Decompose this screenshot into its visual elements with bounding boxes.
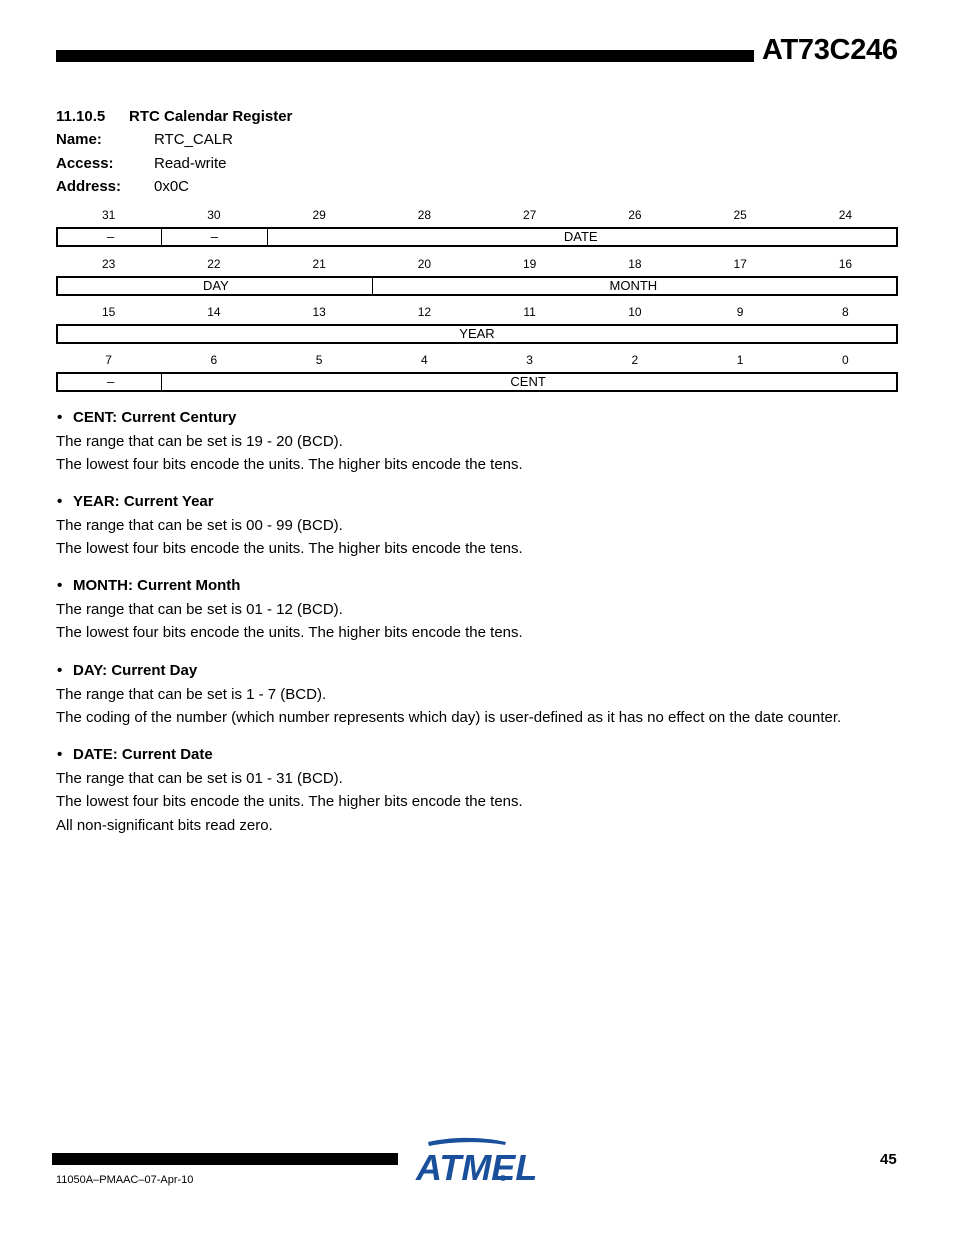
bit-number: 5 [315, 353, 323, 367]
logo-wordmark: ATMEL [416, 1147, 538, 1188]
bit-number: 3 [526, 353, 533, 367]
atmel-logo [414, 1138, 538, 1189]
bit-number: 29 [312, 208, 326, 222]
field-description-heading [57, 577, 240, 594]
bullet-icon: • [57, 409, 63, 426]
info-label: Address: [56, 178, 122, 195]
footer-rule [52, 1153, 398, 1165]
info-row-address [56, 178, 189, 195]
field-description-text: The lowest four bits encode the units. The higher bits encode the tens. [56, 540, 523, 557]
bit-number: 24 [838, 208, 853, 222]
bit-number: 7 [105, 353, 112, 367]
field-heading-text: YEAR: Current Year [73, 493, 214, 510]
field-description-text: The coding of the number (which number represents which day) is user-defined as it has no effect on the date counter. [56, 709, 842, 726]
register-field-row [56, 324, 898, 344]
bullet-icon: • [57, 577, 63, 594]
info-value: 0x0C [154, 178, 190, 195]
info-row-name [56, 131, 233, 148]
bit-number: 2 [631, 353, 639, 367]
section-title: RTC Calendar Register [129, 108, 293, 125]
register-field: – [161, 229, 266, 245]
bullet-icon: • [57, 746, 63, 763]
field-description-text: The range that can be set is 1 - 7 (BCD). [56, 685, 327, 703]
bit-number-row [56, 257, 898, 271]
bit-number: 27 [522, 208, 537, 222]
info-value: Read-write [154, 155, 227, 172]
register-field: YEAR [459, 326, 495, 341]
bit-number: 16 [838, 257, 853, 271]
bullet-icon: • [57, 493, 63, 510]
bit-number: 13 [312, 305, 326, 319]
field-description-text: The range that can be set is 19 - 20 (BCD). [56, 432, 343, 450]
bit-number: 11 [523, 305, 536, 319]
bit-number: 23 [101, 257, 116, 271]
bit-number: 26 [628, 208, 642, 222]
register-field-row [56, 227, 898, 247]
field-description-text: The range that can be set is 00 - 99 (BCD). [56, 516, 343, 534]
bit-number: 21 [312, 257, 326, 271]
register-field-row [56, 372, 898, 392]
bit-number: 30 [207, 208, 221, 222]
bit-number: 8 [842, 305, 849, 319]
register-field-row [56, 276, 898, 296]
bit-number: 0 [842, 353, 849, 367]
bit-number: 20 [417, 257, 432, 271]
field-description-text: The lowest four bits encode the units. The higher bits encode the tens. [56, 793, 523, 810]
field-description-text: The lowest four bits encode the units. The higher bits encode the tens. [56, 456, 523, 473]
bit-number: 4 [421, 353, 428, 367]
field-description-text: The range that can be set is 01 - 31 (BCD). [56, 769, 343, 787]
info-value: RTC_CALR [154, 131, 233, 148]
bit-number: 18 [628, 257, 642, 271]
field-heading-text: CENT: Current Century [73, 409, 237, 426]
info-label: Access: [56, 155, 114, 172]
bit-number: 28 [417, 208, 432, 222]
field-heading-text: DAY: Current Day [73, 662, 198, 679]
page-number: 45 [880, 1151, 897, 1168]
bit-number: 6 [210, 353, 218, 367]
field-description-text: The range that can be set is 01 - 12 (BCD). [56, 600, 343, 618]
bit-number: 17 [733, 257, 747, 271]
register-field: MONTH [372, 278, 894, 294]
bullet-icon: • [57, 662, 63, 679]
bit-number: 10 [628, 305, 642, 319]
register-field: – [107, 374, 115, 389]
bit-number: 15 [101, 305, 116, 319]
bit-number: 19 [522, 257, 537, 271]
field-description-heading [57, 746, 213, 763]
info-label: Name: [56, 131, 102, 148]
bit-number: 9 [736, 305, 744, 319]
header-rule [56, 50, 754, 62]
register-field: DAY [202, 278, 229, 293]
bit-number: 1 [736, 353, 744, 367]
section-heading [56, 108, 292, 125]
bit-number-row [56, 305, 898, 319]
field-description-text: The lowest four bits encode the units. The higher bits encode the tens. [56, 624, 523, 641]
bit-number: 25 [733, 208, 747, 222]
document-id: 11050A–PMAAC–07-Apr-10 [56, 1174, 194, 1186]
info-row-access [56, 155, 227, 172]
register-field: DATE [267, 229, 895, 245]
register-field: – [107, 229, 115, 244]
document-title: AT73C246 [762, 34, 898, 66]
bit-number-row [56, 353, 898, 367]
atmel-logo-icon [414, 1138, 538, 1188]
bit-number: 14 [207, 305, 221, 319]
register-field: CENT [161, 374, 894, 390]
bit-number: 22 [207, 257, 221, 271]
bit-number: 12 [417, 305, 432, 319]
field-description-text: All non-significant bits read zero. [56, 816, 273, 834]
field-description-heading [57, 409, 236, 426]
field-heading-text: MONTH: Current Month [73, 577, 241, 594]
field-heading-text: DATE: Current Date [73, 746, 213, 763]
bit-number-row [56, 208, 898, 222]
bit-number: 31 [101, 208, 116, 222]
field-description-heading [57, 662, 197, 679]
section-number: 11.10.5 [56, 108, 106, 125]
field-description-heading [57, 493, 214, 510]
